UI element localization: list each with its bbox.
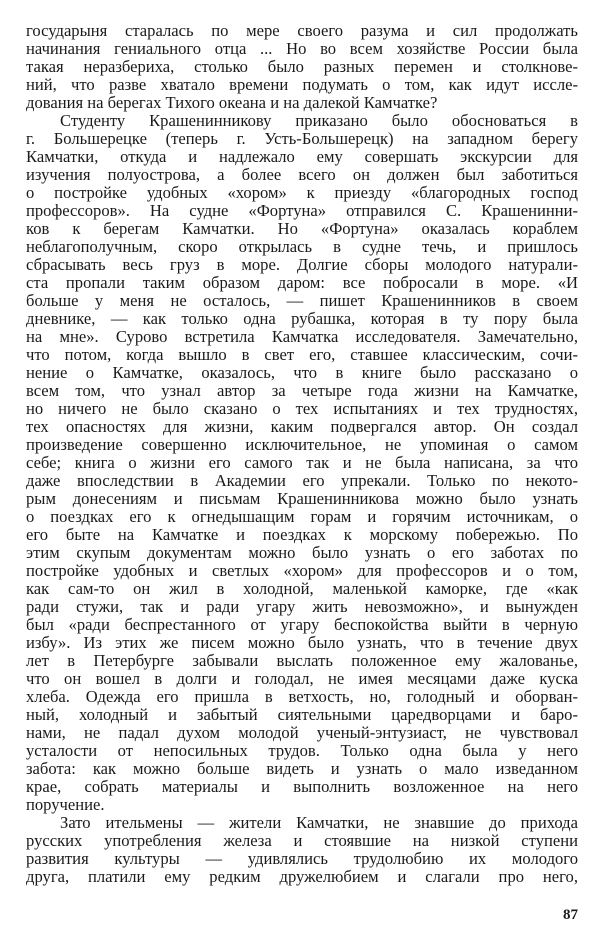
text-line: такая неразбериха, столько было разных перемен и столкнове- [26,57,578,76]
text-line: ков к берегам Камчатки. Но «Фортуна» оказалась кораблем [26,219,578,238]
text-line: крае, собрать материалы и выполнить возложенное на него [26,777,578,796]
text-line: произведение совершенно исключительное, не упоминая о самом [26,435,578,454]
text-line: профессоров». На судне «Фортуна» отправился С. Крашенинни- [26,201,578,220]
text-line: что потом, когда вышло в свет его, ставшее классическим, сочи- [26,345,578,364]
text-line: государыня старалась по мере своего разума и сил продолжать [26,21,578,40]
text-line: больше у меня не осталось, — пишет Крашенинников в своем [26,291,578,310]
text-line: о постройке удобных «хором» к приезду «благородных господ [26,183,578,202]
text-line: неблагополучным, скоро открылась в судне течь, и пришлось [26,237,578,256]
text-line: хлеба. Одежда его пришла в ветхость, но, голодный и оборван- [26,687,578,706]
text-line: усталости от непосильных трудов. Только одна была у него [26,741,578,760]
text-line: о поездках его к огнедышащим горам и горячим источникам, о [26,507,578,526]
text-line: был «ради беспрестанного от угару беспокойства выйти в черную [26,615,578,634]
text-line: ний, что разве хватало времени подумать о том, как идут иссле- [26,75,578,94]
text-line: ный, холодный и забытый сиятельными царедворцами и баро- [26,705,578,724]
text-line: Зато ительмены — жители Камчатки, не знавшие до прихода [60,813,578,832]
text-line: начинания гениального отца ... Но во всем хозяйстве России была [26,39,578,58]
text-line: но ничего не было сказано о тех испытаниях и тех трудностях, [26,399,578,418]
text-line: что он вошел в долги и голодал, не имея месяцами даже куска [26,669,578,688]
text-line: всем том, что узнал автор за четыре года жизни на Камчатке, [26,381,578,400]
text-line: этим скупым документам можно было узнать о его заботах по [26,543,578,562]
text-line: постройке удобных и светлых «хором» для профессоров и о том, [26,561,578,580]
text-line: г. Большерецке (теперь г. Усть-Большерецк) на западном берегу [26,129,578,148]
text-line: его быте на Камчатке и поездках к морскому побережью. По [26,525,578,544]
text-line: Камчатки, откуда и надлежало ему совершать экскурсии для [26,147,578,166]
text-line: как сам-то он жил в холодной, маленькой каморке, где «как [26,579,578,598]
text-line: избу». Из этих же писем можно было узнать, что в течение двух [26,633,578,652]
text-line: русских употребления железа и стоявшие на низкой ступени [26,831,578,850]
text-line: изучения полуострова, а более всего он должен был заботиться [26,165,578,184]
text-line: забота: как можно больше видеть и узнать о мало изведанном [26,759,578,778]
text-line: даже впоследствии в Академии его упрекали. Только по некото- [26,471,578,490]
text-line: развития культуры — удивлялись трудолюбию их молодого [26,849,578,868]
text-line: ради стужи, так и ради угару жить невозможно», и вынужден [26,597,578,616]
page-number: 87 [563,907,578,923]
text-line: нение о Камчатке, оказалось, что в книге было рассказано о [26,363,578,382]
text-line: друга, платили ему редким дружелюбием и слагали про него, [26,867,578,886]
text-line: себе; книга о жизни его самого так и не была написана, за что [26,453,578,472]
text-line: на мне». Сурово встретила Камчатка исследователя. Замечательно, [26,327,578,346]
text-line: сбрасывать весь груз в море. Долгие сборы молодого натурали- [26,255,578,274]
page-body-text [26,22,578,886]
text-line: дневнике, — как только одна рубашка, которая в ту пору была [26,309,578,328]
text-line: нами, не падал духом молодой ученый-энтузиаст, не чувствовал [26,723,578,742]
text-line: поручение. [26,795,105,814]
text-line: дования на берегах Тихого океана и на далекой Камчатке? [26,93,438,112]
text-line: лет в Петербурге забывали выслать положенное ему жалованье, [26,651,578,670]
text-line: ста пропали таким образом даром: все побросали в море. «И [26,273,578,292]
text-line: тех опасностях для жизни, каким подвергался автор. Он создал [26,417,578,436]
text-line: Студенту Крашенинникову приказано было обосноваться в [60,111,578,130]
text-line: рым донесениям и письмам Крашенинникова можно было узнать [26,489,578,508]
